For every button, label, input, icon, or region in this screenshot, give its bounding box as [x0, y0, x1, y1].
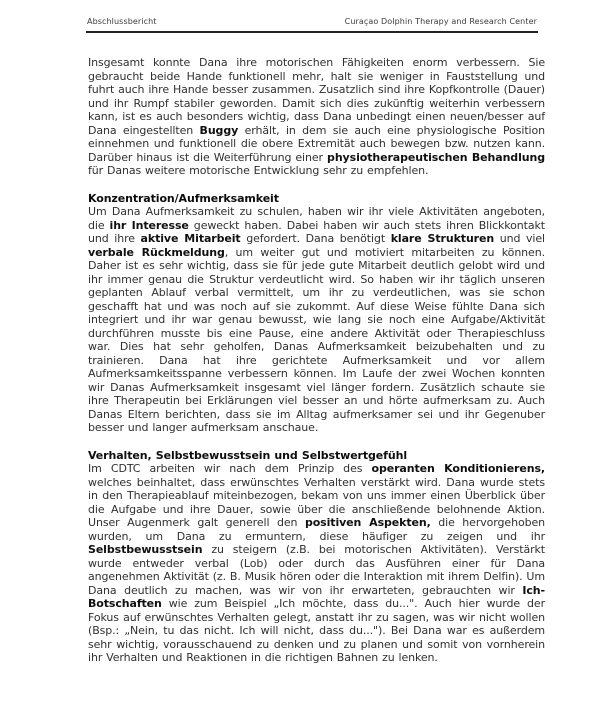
text-run: wie zum Beispiel „Ich möchte, dass du...". Auch hier wurde der Fokus auf erwünschtes Verhalten gelegt, anstatt ihr zu sagen, was wir nicht wollen (Bsp.: „Nein, tu das nicht. Ich will nicht, dass du..."). Bei Dana war es außerdem sehr wichtig, vorausschauend zu denken und zu planen und somit von vornherein ihr Verhalten und Reaktionen in die richtigen Bahnen zu lenken.	[88, 597, 545, 664]
text-run: die hervorgehoben wurden, um Dana zu ermuntern, diese häufiger zu zeigen und ihr	[88, 516, 546, 543]
text-run: und viel	[494, 232, 545, 245]
bold-text-run: aktive Mitarbeit	[140, 232, 241, 245]
text-run: Um Dana Aufmerksamkeit zu schulen, haben wir ihr viele Aktivitäten angeboten, die	[88, 205, 545, 232]
text-run: gefordert. Dana benötigt	[240, 232, 391, 245]
bold-text-run: physiotherapeutischen Behandlung	[327, 150, 545, 164]
header-left-title: Abschlussbericht	[87, 17, 157, 26]
bold-text-run: operanten Konditionierens,	[371, 462, 545, 475]
text-run: , um weiter gut und motiviert mitarbeiten zu können. Daher ist es sehr wichtig, dass sie für jede gute Mitarbeit deutlich gelobt wird und ihr immer genau die Struktur verdeutlicht wird. So haben wir ihr täglich unseren geplanten Ablauf verbal vermittelt, um ihr zu verdeutlichen, was sie schon geschafft hat und was noch auf sie zukommt. Auf diese Weise fühlte Dana sich integriert und ihr war genau bewusst, wie lang sie noch eine Aufgabe/Aktivität durchführen musste bis eine Pause, eine andere Aktivität oder Therapieschluss war. Dies hat sehr geholfen, Danas Aufmerksamkeit beizubehalten und zu trainieren. Dana hat ihre gerichtete Aufmerksamkeit und vor allem Aufmerksamkeitsspanne verbessern können. Im Laufe der zwei Wochen konnten wir Danas Aufmerksamkeit insgesamt viel länger fordern. Zusätzlich schaute sie ihre Therapeutin bei Erklärungen viel besser an und hörte aufmerksam zu. Auch Danas Eltern berichten, dass sie im Alltag aufmerksamer sei und ihr Gegenuber besser und langer aufmerksam anschaue.	[88, 245, 545, 434]
bold-text-run: positiven Aspekten,	[304, 516, 431, 529]
document-body	[88, 56, 545, 665]
text-run: welches beinhaltet, dass erwünschtes Verhalten verstärkt wird. Dana wurde stets in den Therapieablauf miteinbezogen, bekam von uns immer einen Überblick über die Aufgabe und ihre Dauer, sowie über die anschließende belohnende Aktion. Unser Augenmerk galt generell den	[88, 475, 545, 529]
section-heading: Verhalten, Selbstbewusstsein und Selbstwertgefühl	[88, 448, 407, 462]
text-run: zu steigern (z.B. bei motorischen Aktivitäten). Verstärkt wurde entweder verbal (Lob) oder durch das Ausführen einer für Dana angenehmen Aktivität (z. B. Musik hören oder die Interaktion mit ihrem Delfin). Um Dana deutlich zu machen, was wir von ihr erwarteten, gebrauchten wir	[88, 543, 545, 597]
text-run: für Danas weitere motorische Entwicklung sehr zu empfehlen.	[88, 164, 429, 177]
header-rule	[86, 31, 538, 33]
bold-text-run: Selbstbewusstsein	[88, 543, 203, 556]
bold-text-run: Buggy	[199, 123, 239, 137]
bold-text-run: verbale Rückmeldung	[88, 245, 225, 259]
section-heading: Konzentration/Aufmerksamkeit	[88, 191, 279, 205]
text-run: erhält, in dem sie auch eine physiologische Position einnehmen und funktionell die obere Extremität auch bewegen bzw. nutzen kann. Darüber hinaus ist die Weiterführung einer	[88, 123, 546, 164]
page-header	[87, 17, 537, 26]
paragraph	[88, 56, 545, 178]
bold-text-run: Ich- Botschaften	[88, 583, 545, 610]
paragraph	[88, 205, 545, 435]
text-run: Im CDTC arbeiten wir nach dem Prinzip des	[88, 462, 372, 475]
text-run: geweckt haben. Dabei haben wir auch stets ihren Blickkontakt und ihre	[88, 218, 546, 245]
bold-text-run: klare Strukturen	[390, 232, 495, 245]
paragraph	[88, 462, 545, 665]
bold-text-run: ihr Interesse	[109, 218, 189, 232]
text-run: Insgesamt konnte Dana ihre motorischen Fähigkeiten enorm verbessern. Sie gebraucht beide Hande funktionell mehr, halt sie weniger in Fauststellung und fuhrt auch ihre Hande besser zusammen. Zusatzlich sind ihre Kopfkontrolle (Dauer) und ihr Rumpf stabiler geworden. Damit sich dies zukünftig weiterhin verbessern kann, ist es auch besonders wichtig, dass Dana unbedingt einen neuen/besser auf Dana eingestellten	[88, 56, 545, 137]
header-right-title: Curaçao Dolphin Therapy and Research Center	[344, 17, 537, 26]
